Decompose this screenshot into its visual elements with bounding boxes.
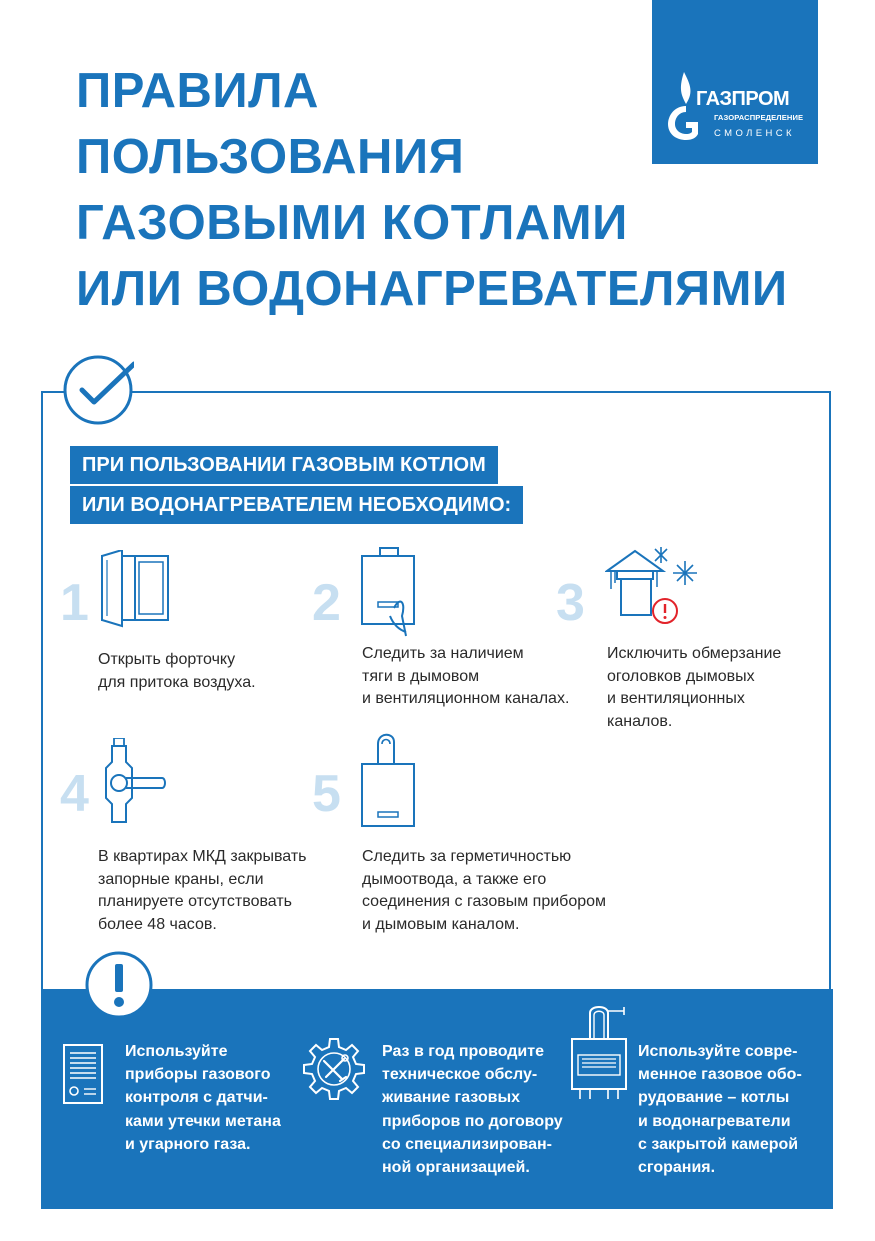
- item-line: Открыть форточку: [98, 651, 236, 668]
- item-text-2: [362, 643, 569, 711]
- item-line: и дымовым каналом.: [362, 915, 520, 933]
- tip-line: с закрытой камерой: [638, 1135, 799, 1153]
- service-gear-icon: [300, 1035, 368, 1103]
- tip-line: ками утечки метана: [125, 1112, 281, 1130]
- item-line: Следить за герметичностью: [362, 848, 572, 865]
- item-line: Следить за наличием: [362, 645, 524, 662]
- item-line: более 48 часов.: [98, 915, 217, 933]
- title-line: ПРАВИЛА: [76, 64, 319, 118]
- tip-line: и водонагреватели: [638, 1112, 791, 1130]
- company-logo: [652, 0, 818, 164]
- item-line: и вентиляционных: [607, 690, 745, 707]
- modern-boiler-icon: [568, 1003, 630, 1103]
- tip-line: со специализирован-: [382, 1135, 552, 1153]
- item-line: В квартирах МКД закрывать: [98, 848, 307, 865]
- item-text-5: [362, 846, 606, 936]
- item-line: Исключить обмерзание: [607, 645, 782, 662]
- tip-line: Раз в год проводите: [382, 1043, 544, 1060]
- item-number-5: 5: [312, 765, 341, 823]
- frozen-chimney-icon: [605, 545, 697, 629]
- item-number-2: 2: [312, 574, 341, 632]
- item-line: планируете отсутствовать: [98, 893, 292, 910]
- warning-icon: [84, 950, 154, 1020]
- banner-line-1: ПРИ ПОЛЬЗОВАНИИ ГАЗОВЫМ КОТЛОМ: [70, 446, 498, 484]
- flame-logo-icon: [664, 70, 700, 142]
- boiler-draft-icon: [360, 546, 420, 640]
- item-number-4: 4: [60, 765, 89, 823]
- logo-city: СМОЛЕНСК: [714, 128, 795, 139]
- gas-valve-icon: [104, 738, 168, 828]
- logo-brand: ГАЗПРОМ: [696, 88, 790, 110]
- item-line: оголовков дымовых: [607, 667, 755, 685]
- item-line: запорные краны, если: [98, 870, 264, 888]
- logo-subtitle: ГАЗОРАСПРЕДЕЛЕНИЕ: [714, 113, 804, 122]
- tip-line: менное газовое обо-: [638, 1066, 802, 1084]
- banner-line-2: ИЛИ ВОДОНАГРЕВАТЕЛЕМ НЕОБХОДИМО:: [70, 486, 523, 524]
- tip-line: Используйте: [125, 1043, 228, 1060]
- tip-line: Используйте совре-: [638, 1043, 798, 1060]
- tip-line: контроля с датчи-: [125, 1089, 268, 1107]
- tip-text-1: [125, 1040, 281, 1156]
- item-line: для притока воздуха.: [98, 673, 256, 691]
- tip-line: техническое обслу-: [382, 1066, 538, 1084]
- tip-line: сгорания.: [638, 1159, 716, 1177]
- tip-line: приборов по договору: [382, 1112, 563, 1130]
- title-line: ГАЗОВЫМИ КОТЛАМИ: [76, 196, 628, 250]
- item-line: каналов.: [607, 712, 673, 730]
- item-number-1: 1: [60, 574, 89, 632]
- item-text-1: [98, 649, 256, 694]
- tip-line: приборы газового: [125, 1066, 271, 1084]
- tip-line: рудование – котлы: [638, 1089, 790, 1107]
- tip-line: живание газовых: [382, 1089, 521, 1107]
- tip-line: и угарного газа.: [125, 1135, 251, 1153]
- item-line: и вентиляционном каналах.: [362, 690, 570, 707]
- item-line: тяги в дымовом: [362, 667, 480, 685]
- tip-line: ной организацией.: [382, 1159, 530, 1177]
- boiler-flue-icon: [360, 730, 420, 830]
- checkmark-icon: [62, 354, 134, 426]
- item-line: дымоотвода, а также его: [362, 870, 547, 888]
- title-line: ИЛИ ВОДОНАГРЕВАТЕЛЯМИ: [76, 262, 788, 316]
- window-icon: [98, 550, 172, 630]
- gas-detector-icon: [62, 1043, 104, 1105]
- item-text-4: [98, 846, 306, 936]
- tip-text-3: [638, 1040, 802, 1179]
- tip-text-2: [382, 1040, 563, 1179]
- title-line: ПОЛЬЗОВАНИЯ: [76, 130, 465, 184]
- item-number-3: 3: [556, 574, 585, 632]
- item-line: соединения с газовым прибором: [362, 893, 607, 910]
- item-text-3: [607, 643, 781, 733]
